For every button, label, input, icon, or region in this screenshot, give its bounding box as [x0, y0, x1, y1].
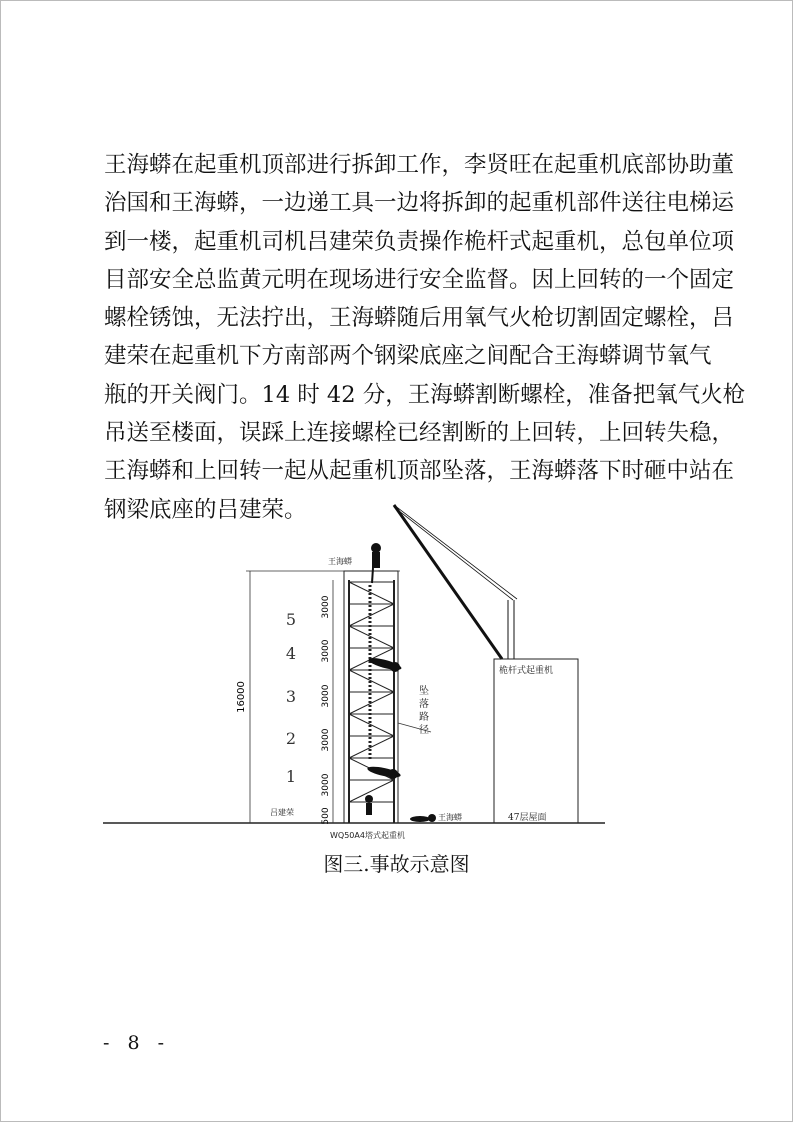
total-height-label: 16000 [236, 681, 247, 713]
worker-base-label: 吕建荣 [270, 808, 294, 817]
mast-crane [394, 505, 517, 659]
mast-crane-label: 桅杆式起重机 [499, 666, 554, 676]
svg-text:路: 路 [419, 712, 429, 723]
text-line: 螺栓锈蚀，无法拧出，王海蟒随后用氧气火枪切割固定螺栓，吕 [104, 305, 735, 332]
base-height-label: 500 [321, 807, 331, 825]
level-label: 5 [285, 610, 297, 629]
roof-label: 47层屋面 [508, 813, 547, 823]
worker-top-label: 王海蟒 [328, 557, 352, 566]
text-line: 吊送至楼面，误踩上连接螺栓已经割断的上回转，上回转失稳， [104, 420, 735, 447]
segment-height-label: 3000 [321, 684, 331, 708]
building-47th-floor [494, 659, 578, 823]
segment-height-label: 3000 [321, 595, 331, 619]
text-line: 治国和王海蟒，一边递工具一边将拆卸的起重机部件送往电梯运 [104, 190, 735, 217]
segment-height-label: 3000 [321, 639, 331, 663]
fall-path-label [419, 684, 429, 736]
worker-ground-label: 王海蟒 [438, 813, 462, 822]
level-label: 4 [285, 644, 297, 663]
segment-height-label: 3000 [321, 773, 331, 797]
level-label: 3 [285, 687, 297, 706]
svg-text:坠: 坠 [419, 686, 429, 697]
text-line: 瓶的开关阀门。14 时 42 分，王海蟒割断螺栓，准备把氧气火枪 [104, 381, 746, 408]
text-line: 到一楼，起重机司机吕建荣负责操作桅杆式起重机，总包单位项 [104, 228, 735, 255]
text-line: 钢梁底座的吕建荣。 [104, 496, 307, 523]
worker-figure-falling [365, 656, 436, 822]
worker-figure-top [371, 543, 381, 583]
text-line: 王海蟒在起重机顶部进行拆卸工作，李贤旺在起重机底部协助董 [104, 152, 735, 178]
segment-height-label: 3000 [321, 728, 331, 752]
svg-text:径: 径 [419, 725, 429, 736]
text-line: 建荣在起重机下方南部两个钢梁底座之间配合王海蟒调节氧气 [104, 343, 712, 370]
text-line: 王海蟒和上回转一起从起重机顶部坠落，王海蟒落下时砸中站在 [104, 458, 735, 485]
level-label: 1 [285, 767, 297, 786]
figure-caption: 图三.事故示意图 [323, 852, 470, 876]
tower-crane-label: WQ50A4塔式起重机 [330, 831, 405, 840]
page-number: - 8 - [103, 1032, 171, 1054]
level-label: 2 [285, 729, 297, 748]
svg-text:落: 落 [419, 699, 429, 710]
text-line: 目部安全总监黄元明在现场进行安全监督。因上回转的一个固定 [104, 266, 735, 293]
